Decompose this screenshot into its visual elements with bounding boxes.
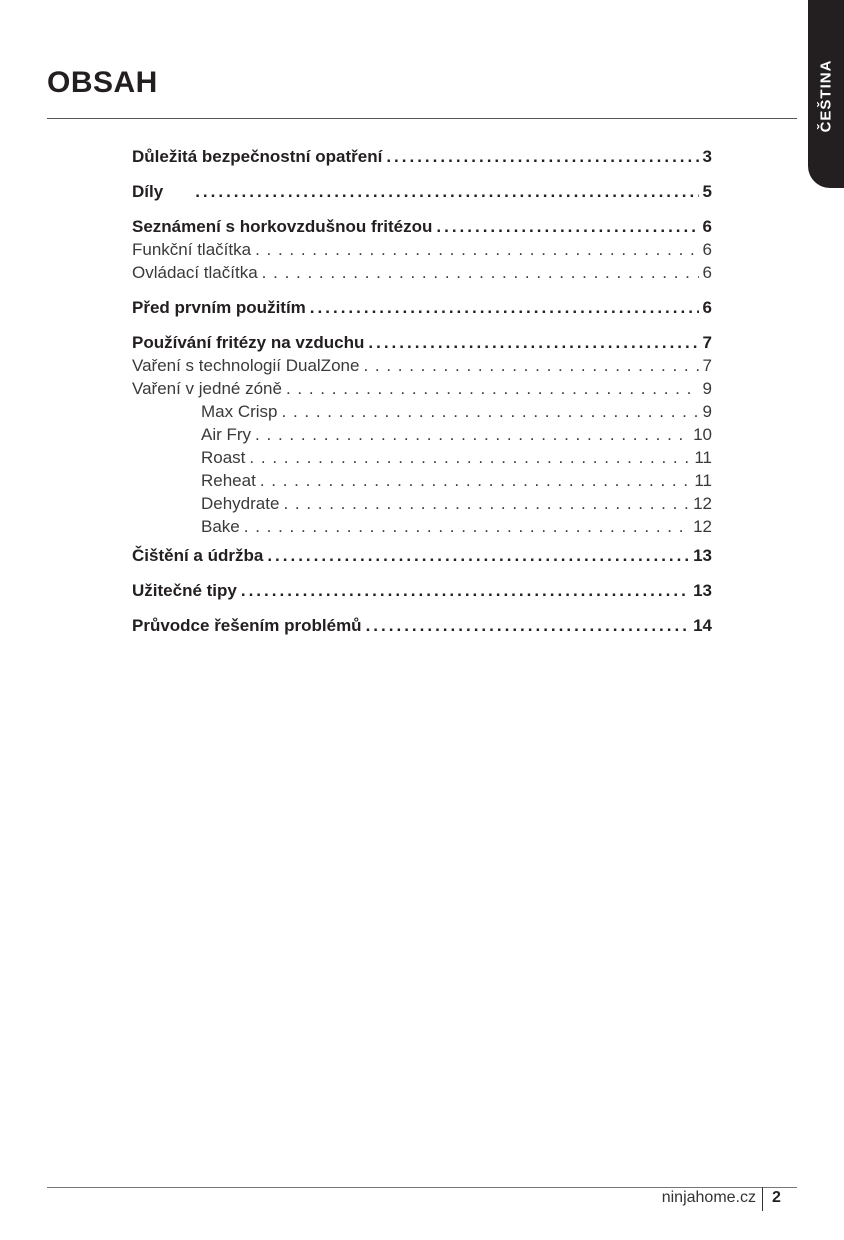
page-title: OBSAH (47, 66, 158, 99)
toc-entry-useful-tips[interactable] (132, 579, 712, 602)
toc-leader-dots (241, 579, 689, 602)
toc-entry-page: 6 (702, 298, 712, 317)
toc-entry-page: 11 (694, 448, 712, 467)
toc-entry-using-air-fryer[interactable] (132, 331, 712, 354)
toc-entry-page: 13 (693, 546, 712, 565)
toc-entry-label: Ovládací tlačítka (132, 263, 258, 282)
toc-entry-operating-buttons[interactable] (132, 261, 712, 284)
toc-entry-function-buttons[interactable] (132, 238, 712, 261)
toc-entry-page: 6 (702, 217, 712, 236)
toc-leader-dots (255, 238, 698, 261)
toc-entry-label: Čištění a údržba (132, 546, 264, 565)
toc-leader-dots (282, 400, 699, 423)
toc-entry-air-fry[interactable] (132, 423, 712, 446)
toc-entry-getting-to-know[interactable] (132, 215, 712, 238)
toc-entry-reheat[interactable] (132, 469, 712, 492)
toc-entry-page: 12 (693, 517, 712, 536)
toc-entry-label: Před prvním použitím (132, 298, 306, 317)
toc-leader-dots (267, 544, 689, 567)
toc-entry-label: Díly (132, 182, 164, 201)
toc-entry-page: 7 (702, 333, 712, 352)
toc-entry-label: Používání fritézy na vzduchu (132, 333, 365, 352)
language-tab (808, 0, 844, 188)
toc-leader-dots (366, 614, 690, 637)
toc-entry-label: Vaření s technologií DualZone (132, 356, 360, 375)
toc-leader-dots (368, 331, 698, 354)
toc-entry-single-zone[interactable] (132, 377, 712, 400)
toc-entry-safety[interactable] (132, 145, 712, 168)
toc-leader-dots (310, 296, 699, 319)
toc-entry-page: 13 (693, 581, 712, 600)
toc-entry-cleaning[interactable] (132, 544, 712, 567)
toc-entry-label: Seznámení s horkovzdušnou fritézou (132, 217, 433, 236)
toc-entry-label: Užitečné tipy (132, 581, 237, 600)
toc-entry-page: 7 (702, 356, 712, 375)
toc-entry-bake[interactable] (132, 515, 712, 538)
toc-leader-dots (244, 515, 689, 538)
toc-leader-dots (436, 215, 698, 238)
toc-entry-page: 10 (693, 425, 712, 444)
toc-entry-dualzone[interactable] (132, 354, 712, 377)
toc-leader-dots (386, 145, 698, 168)
toc-entry-troubleshooting[interactable] (132, 614, 712, 637)
toc-leader-dots (260, 469, 691, 492)
toc-entry-roast[interactable] (132, 446, 712, 469)
language-tab-label: ČEŠTINA (817, 59, 835, 133)
toc-entry-page: 11 (694, 471, 712, 490)
toc-leader-dots (286, 377, 699, 400)
toc-entry-page: 3 (702, 147, 712, 166)
footer-divider (47, 1187, 797, 1188)
toc-leader-dots (262, 261, 699, 284)
toc-entry-label: Air Fry (201, 425, 252, 444)
toc-entry-before-first-use[interactable] (132, 296, 712, 319)
toc-entry-page: 5 (702, 182, 712, 201)
toc-entry-page: 12 (693, 494, 712, 513)
toc-entry-page: 9 (702, 402, 712, 421)
toc-entry-label: Funkční tlačítka (132, 240, 252, 259)
toc-entry-label: Dehydrate (201, 494, 280, 513)
toc-entry-page: 6 (702, 263, 712, 282)
table-of-contents (132, 145, 712, 637)
toc-leader-dots (249, 446, 690, 469)
toc-entry-max-crisp[interactable] (132, 400, 712, 423)
toc-leader-dots (363, 354, 698, 377)
footer-website[interactable]: ninjahome.cz (661, 1189, 756, 1206)
toc-leader-dots (195, 180, 698, 203)
toc-entry-parts[interactable] (132, 180, 712, 203)
toc-entry-label: Vaření v jedné zóně (132, 379, 282, 398)
title-divider (47, 118, 797, 119)
page-number: 2 (772, 1189, 781, 1206)
toc-entry-label: Max Crisp (201, 402, 278, 421)
toc-entry-page: 6 (702, 240, 712, 259)
toc-entry-dehydrate[interactable] (132, 492, 712, 515)
toc-entry-label: Průvodce řešením problémů (132, 616, 362, 635)
toc-entry-label: Roast (201, 448, 246, 467)
footer-separator (762, 1187, 763, 1211)
toc-entry-page: 14 (693, 616, 712, 635)
toc-entry-label: Bake (201, 517, 240, 536)
toc-entry-label: Důležitá bezpečnostní opatření (132, 147, 383, 166)
toc-entry-label: Reheat (201, 471, 256, 490)
toc-leader-dots (255, 423, 689, 446)
toc-leader-dots (283, 492, 689, 515)
toc-entry-page: 9 (702, 379, 712, 398)
